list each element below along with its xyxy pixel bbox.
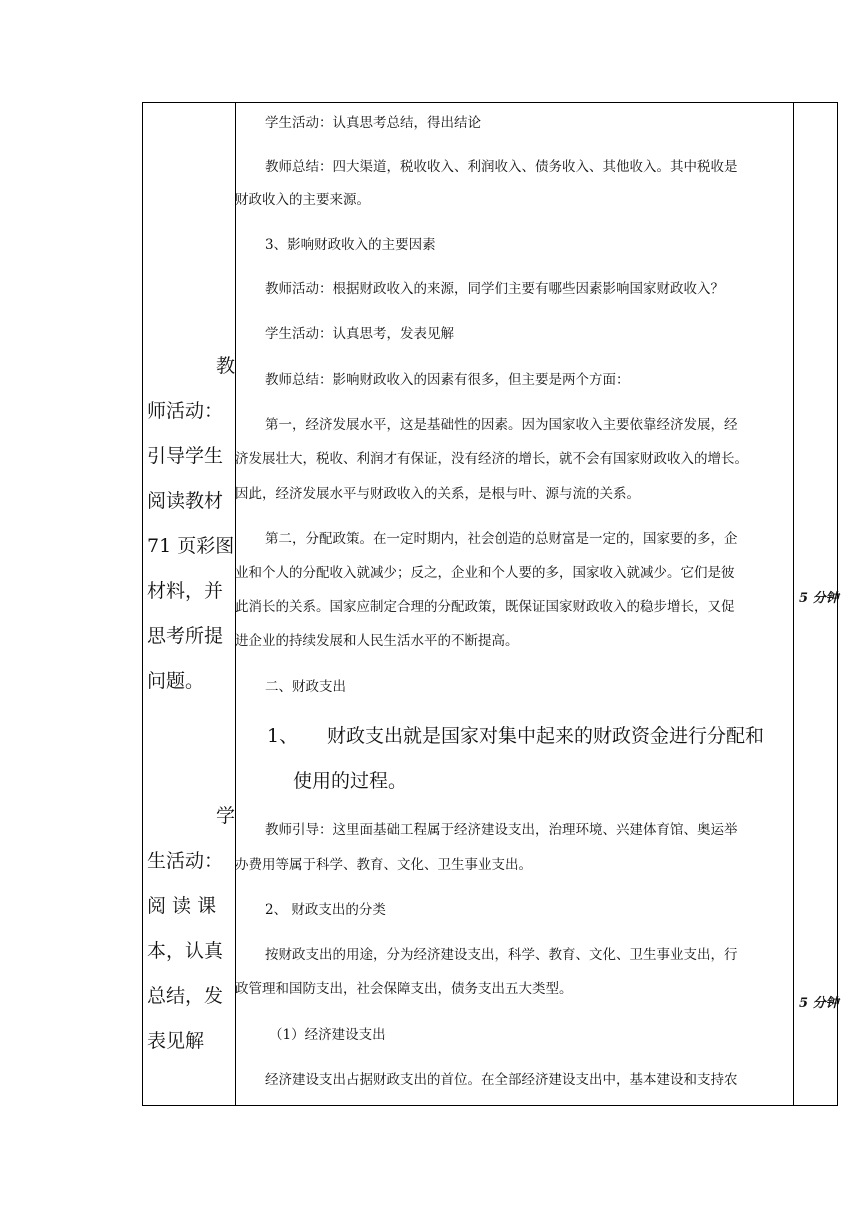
content-line: 因此，经济发展水平与财政收入的关系，是根与叶、源与流的关系。 [235,486,640,502]
teacher-activity-line: 问题。 [147,670,205,692]
teacher-activity-line: 71 页彩图 [147,535,235,557]
content-line: 办费用等属于科学、教育、文化、卫生事业支出。 [235,857,532,873]
content-line: 第二，分配政策。在一定时期内，社会创造的总财富是一定的，国家要的多，企 [265,531,738,547]
definition-line: 财政支出就是国家对集中起来的财政资金进行分配和 [327,725,765,747]
student-activity-line: 表见解 [147,1030,205,1052]
content-line: 政管理和国防支出，社会保障支出，债务支出五大类型。 [235,981,573,997]
activity-column [143,103,235,1105]
student-activity-line: 本，认真 [147,940,224,962]
teacher-activity-line: 师活动： [147,400,224,422]
section-heading: 2、 财政支出的分类 [265,902,386,918]
content-line: 学生活动：认真思考总结，得出结论 [265,115,481,131]
content-line: 教师总结：四大渠道，税收收入、利润收入、债务收入、其他收入。其中税收是 [265,159,738,175]
teacher-activity-line: 引导学生 [147,445,224,467]
student-activity-line: 阅 读 课 [147,895,217,917]
content-line: 按财政支出的用途，分为经济建设支出，科学、教育、文化、卫生事业支出，行 [265,947,738,963]
time-allocation: 5 分钟 [799,996,839,1011]
content-line: 学生活动：认真思考，发表见解 [265,326,454,342]
teacher-activity-line: 思考所提 [147,625,224,647]
subsection-heading: （1）经济建设支出 [269,1027,386,1043]
definition-line: 使用的过程。 [293,770,408,792]
content-line: 教师引导：这里面基础工程属于经济建设支出，治理环境、兴建体育馆、奥运举 [265,822,738,838]
lesson-table [142,102,838,1106]
content-line: 经济建设支出占据财政支出的首位。在全部经济建设支出中，基本建设和支持农 [265,1072,738,1088]
student-activity-head: 学 [215,805,235,827]
content-line: 教师总结：影响财政收入的因素有很多，但主要是两个方面： [265,372,630,388]
teacher-activity-line: 材料，并 [147,580,224,602]
time-allocation: 5 分钟 [799,591,839,606]
teacher-activity-head: 教 [215,355,235,377]
section-heading: 二、财政支出 [265,679,346,695]
student-activity-line: 生活动： [147,850,224,872]
content-line: 此消长的关系。国家应制定合理的分配政策，既保证国家财政收入的稳步增长，又促 [235,599,735,615]
student-activity-line: 总结，发 [147,985,224,1007]
content-line: 教师活动：根据财政收入的来源，同学们主要有哪些因素影响国家财政收入？ [265,281,724,297]
numbered-item-number: 1、 [267,725,299,747]
content-line: 财政收入的主要来源。 [235,192,370,208]
content-column [235,103,793,1105]
section-heading: 3、影响财政收入的主要因素 [265,237,436,253]
content-line: 第一，经济发展水平，这是基础性的因素。因为国家收入主要依靠经济发展，经 [265,417,738,433]
teacher-activity-line: 阅读教材 [147,490,224,512]
content-line: 济发展壮大，税收、利润才有保证，没有经济的增长，就不会有国家财政收入的增长。 [235,451,748,467]
content-line: 业和个人的分配收入就减少；反之，企业和个人要的多，国家收入就减少。它们是彼 [235,565,735,581]
content-line: 进企业的持续发展和人民生活水平的不断提高。 [235,633,519,649]
time-column [793,103,839,1105]
